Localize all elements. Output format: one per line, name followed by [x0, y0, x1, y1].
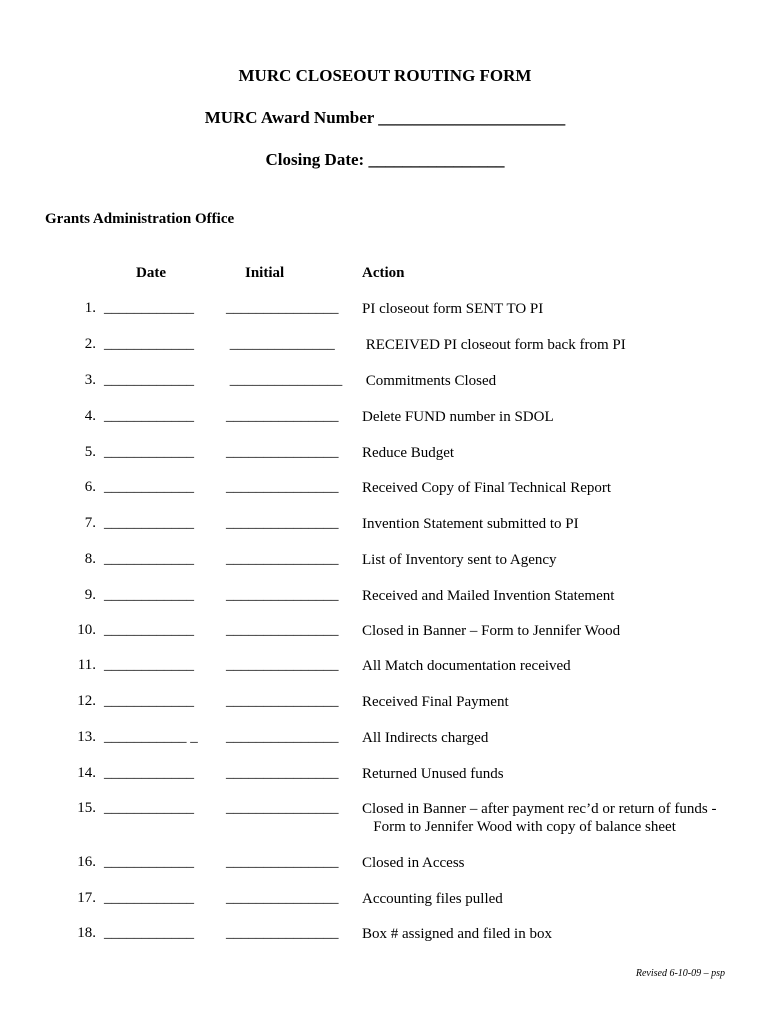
action-text: Delete FUND number in SDOL	[362, 409, 554, 425]
action-text: Closed in Banner – Form to Jennifer Wood	[362, 623, 621, 639]
item-number: 18.	[77, 925, 96, 941]
item-number: 3.	[84, 372, 96, 388]
column-header-date: Date	[136, 265, 166, 281]
initial-blank: _______________	[226, 925, 339, 941]
revision-note: Revised 6-10-09 – psp	[635, 968, 725, 979]
action-text: Returned Unused funds	[362, 766, 504, 782]
initial-blank: _______________	[226, 300, 339, 316]
item-number: 14.	[77, 765, 96, 781]
action-text: Commitments Closed	[362, 373, 497, 389]
date-blank: ____________	[104, 551, 194, 567]
item-number: 16.	[77, 854, 96, 870]
action-text: Reduce Budget	[362, 445, 455, 461]
item-number: 7.	[84, 515, 96, 531]
closing-date-field: Closing Date: ________________	[265, 150, 505, 169]
initial-blank: ______________	[226, 336, 335, 352]
initial-blank: _______________	[226, 854, 339, 870]
date-blank: ____________	[104, 925, 194, 941]
item-number: 2.	[84, 336, 96, 352]
date-blank: ____________	[104, 765, 194, 781]
column-header-action: Action	[362, 265, 405, 281]
item-number: 1.	[84, 300, 96, 316]
item-number: 11.	[77, 657, 96, 673]
date-blank: ____________	[104, 515, 194, 531]
initial-blank: _______________	[226, 693, 339, 709]
date-blank: ____________	[104, 890, 194, 906]
item-number: 8.	[84, 551, 96, 567]
initial-blank: _______________	[226, 515, 339, 531]
item-number: 9.	[84, 587, 96, 603]
form-title: MURC CLOSEOUT ROUTING FORM	[238, 66, 532, 85]
item-number: 13.	[77, 729, 96, 745]
action-text: Invention Statement submitted to PI	[362, 516, 579, 532]
initial-blank: _______________	[226, 587, 339, 603]
action-text: Closed in Banner – after payment rec’d or return of funds - Form to Jennifer Wood with copy of balance sheet	[362, 801, 717, 835]
date-blank: ____________	[104, 800, 194, 816]
item-number: 4.	[84, 408, 96, 424]
action-text: Box # assigned and filed in box	[362, 926, 552, 942]
initial-blank: _______________	[226, 551, 339, 567]
item-number: 15.	[77, 800, 96, 816]
item-number: 17.	[77, 890, 96, 906]
action-text: Received Copy of Final Technical Report	[362, 480, 612, 496]
date-blank: ____________	[104, 479, 194, 495]
date-blank: ____________	[104, 587, 194, 603]
date-blank: ____________	[104, 372, 194, 388]
initial-blank: _______________	[226, 408, 339, 424]
award-number-field: MURC Award Number ______________________	[204, 108, 566, 127]
action-text: List of Inventory sent to Agency	[362, 552, 557, 568]
date-blank: ____________	[104, 336, 194, 352]
initial-blank: _______________	[226, 800, 339, 816]
date-blank: ____________	[104, 444, 194, 460]
action-text: Received Final Payment	[362, 694, 509, 710]
initial-blank: _______________	[226, 372, 343, 388]
action-text: Received and Mailed Invention Statement	[362, 588, 615, 604]
date-blank: ____________	[104, 657, 194, 673]
action-text: RECEIVED PI closeout form back from PI	[362, 337, 626, 353]
initial-blank: _______________	[226, 729, 339, 745]
action-text: PI closeout form SENT TO PI	[362, 301, 544, 317]
initial-blank: _______________	[226, 657, 339, 673]
item-number: 6.	[84, 479, 96, 495]
action-text: Closed in Access	[362, 855, 465, 871]
date-blank: ____________	[104, 408, 194, 424]
action-text: Accounting files pulled	[362, 891, 503, 907]
date-blank: ____________	[104, 693, 194, 709]
initial-blank: _______________	[226, 479, 339, 495]
action-text: All Indirects charged	[362, 730, 489, 746]
initial-blank: _______________	[226, 765, 339, 781]
action-text: All Match documentation received	[362, 658, 571, 674]
date-blank: ___________ _	[104, 729, 198, 745]
item-number: 5.	[84, 444, 96, 460]
section-heading: Grants Administration Office	[45, 211, 235, 227]
date-blank: ____________	[104, 854, 194, 870]
date-blank: ____________	[104, 300, 194, 316]
column-header-initial: Initial	[245, 265, 285, 281]
item-number: 12.	[77, 693, 96, 709]
initial-blank: _______________	[226, 890, 339, 906]
initial-blank: _______________	[226, 444, 339, 460]
item-number: 10.	[77, 622, 96, 638]
initial-blank: _______________	[226, 622, 339, 638]
date-blank: ____________	[104, 622, 194, 638]
